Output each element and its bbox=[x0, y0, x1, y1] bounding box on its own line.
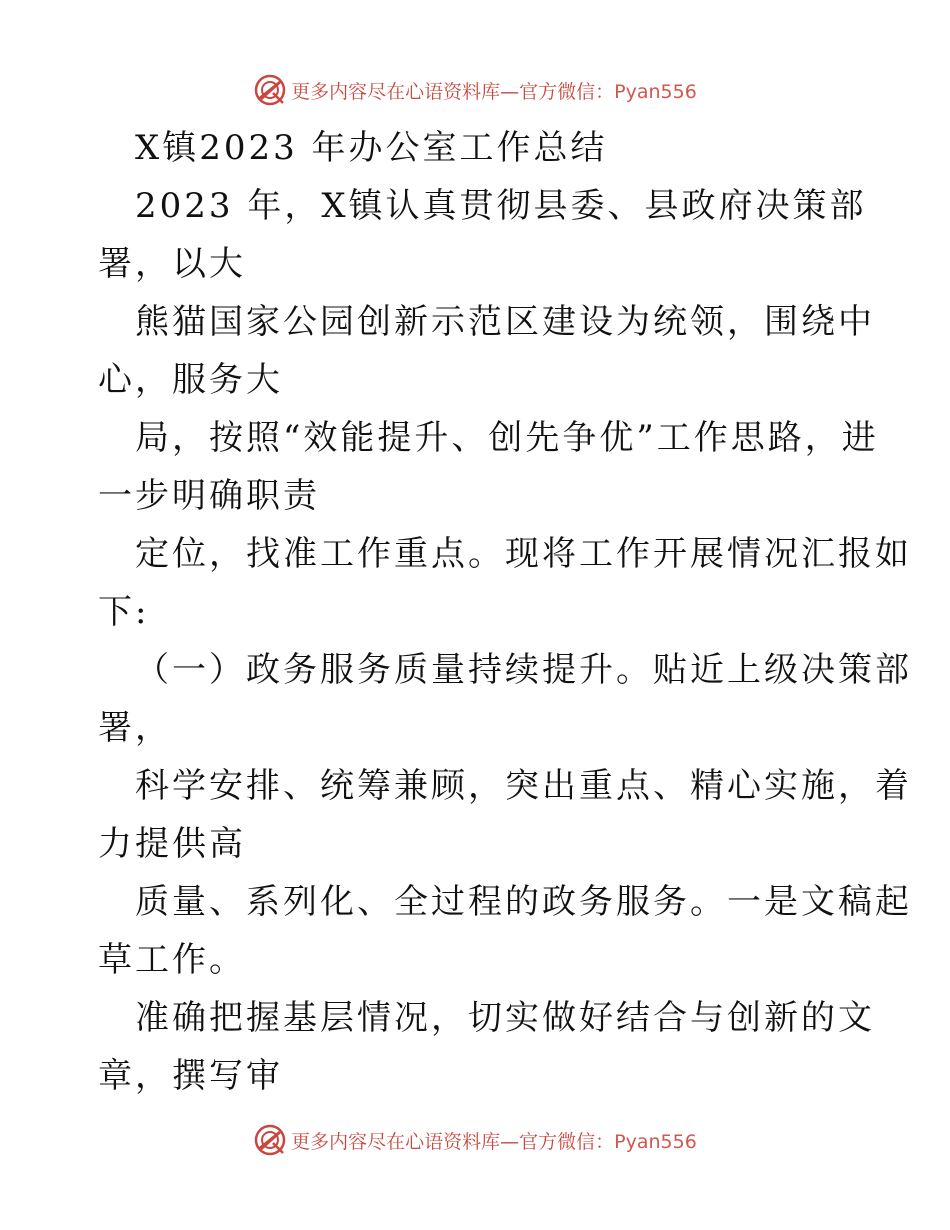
paragraph-line: 下: bbox=[98, 592, 150, 632]
paragraph-line: 熊猫国家公园创新示范区建设为统领，围绕中 bbox=[135, 302, 875, 342]
paragraph-line: 2023 年，X镇认真贯彻县委、县政府决策部 bbox=[135, 186, 867, 226]
paragraph-line: 章，撰写审 bbox=[98, 1056, 283, 1096]
paragraph-line: 科学安排、统筹兼顾，突出重点、精心实施，着 bbox=[135, 766, 912, 806]
paragraph-line: 草工作。 bbox=[98, 940, 246, 980]
document-title: X镇2023 年办公室工作总结 bbox=[135, 128, 608, 168]
brand-logo-icon bbox=[253, 1123, 287, 1157]
paragraph-line: 质量、系列化、全过程的政务服务。一是文稿起 bbox=[135, 882, 912, 922]
watermark-text: 更多内容尽在心语资料库—官方微信：Pyan556 bbox=[291, 1130, 697, 1153]
paragraph-line: 署， bbox=[98, 708, 172, 748]
watermark-text: 更多内容尽在心语资料库—官方微信：Pyan556 bbox=[291, 80, 697, 103]
header-watermark bbox=[0, 72, 950, 108]
paragraph-line: 准确把握基层情况，切实做好结合与创新的文 bbox=[135, 998, 875, 1038]
footer-watermark bbox=[0, 1122, 950, 1158]
paragraph-line: 心，服务大 bbox=[98, 360, 283, 400]
paragraph-line: 力提供高 bbox=[98, 824, 246, 864]
paragraph-line: 署，以大 bbox=[98, 244, 246, 284]
paragraph-line: 一步明确职责 bbox=[98, 476, 320, 516]
section-heading: （一）政务服务质量持续提升。贴近上级决策部 bbox=[135, 650, 912, 690]
brand-logo-icon bbox=[253, 73, 287, 107]
paragraph-line: 定位，找准工作重点。现将工作开展情况汇报如 bbox=[135, 534, 912, 574]
paragraph-line: 局，按照“效能提升、创先争优”工作思路，进 bbox=[135, 418, 879, 458]
